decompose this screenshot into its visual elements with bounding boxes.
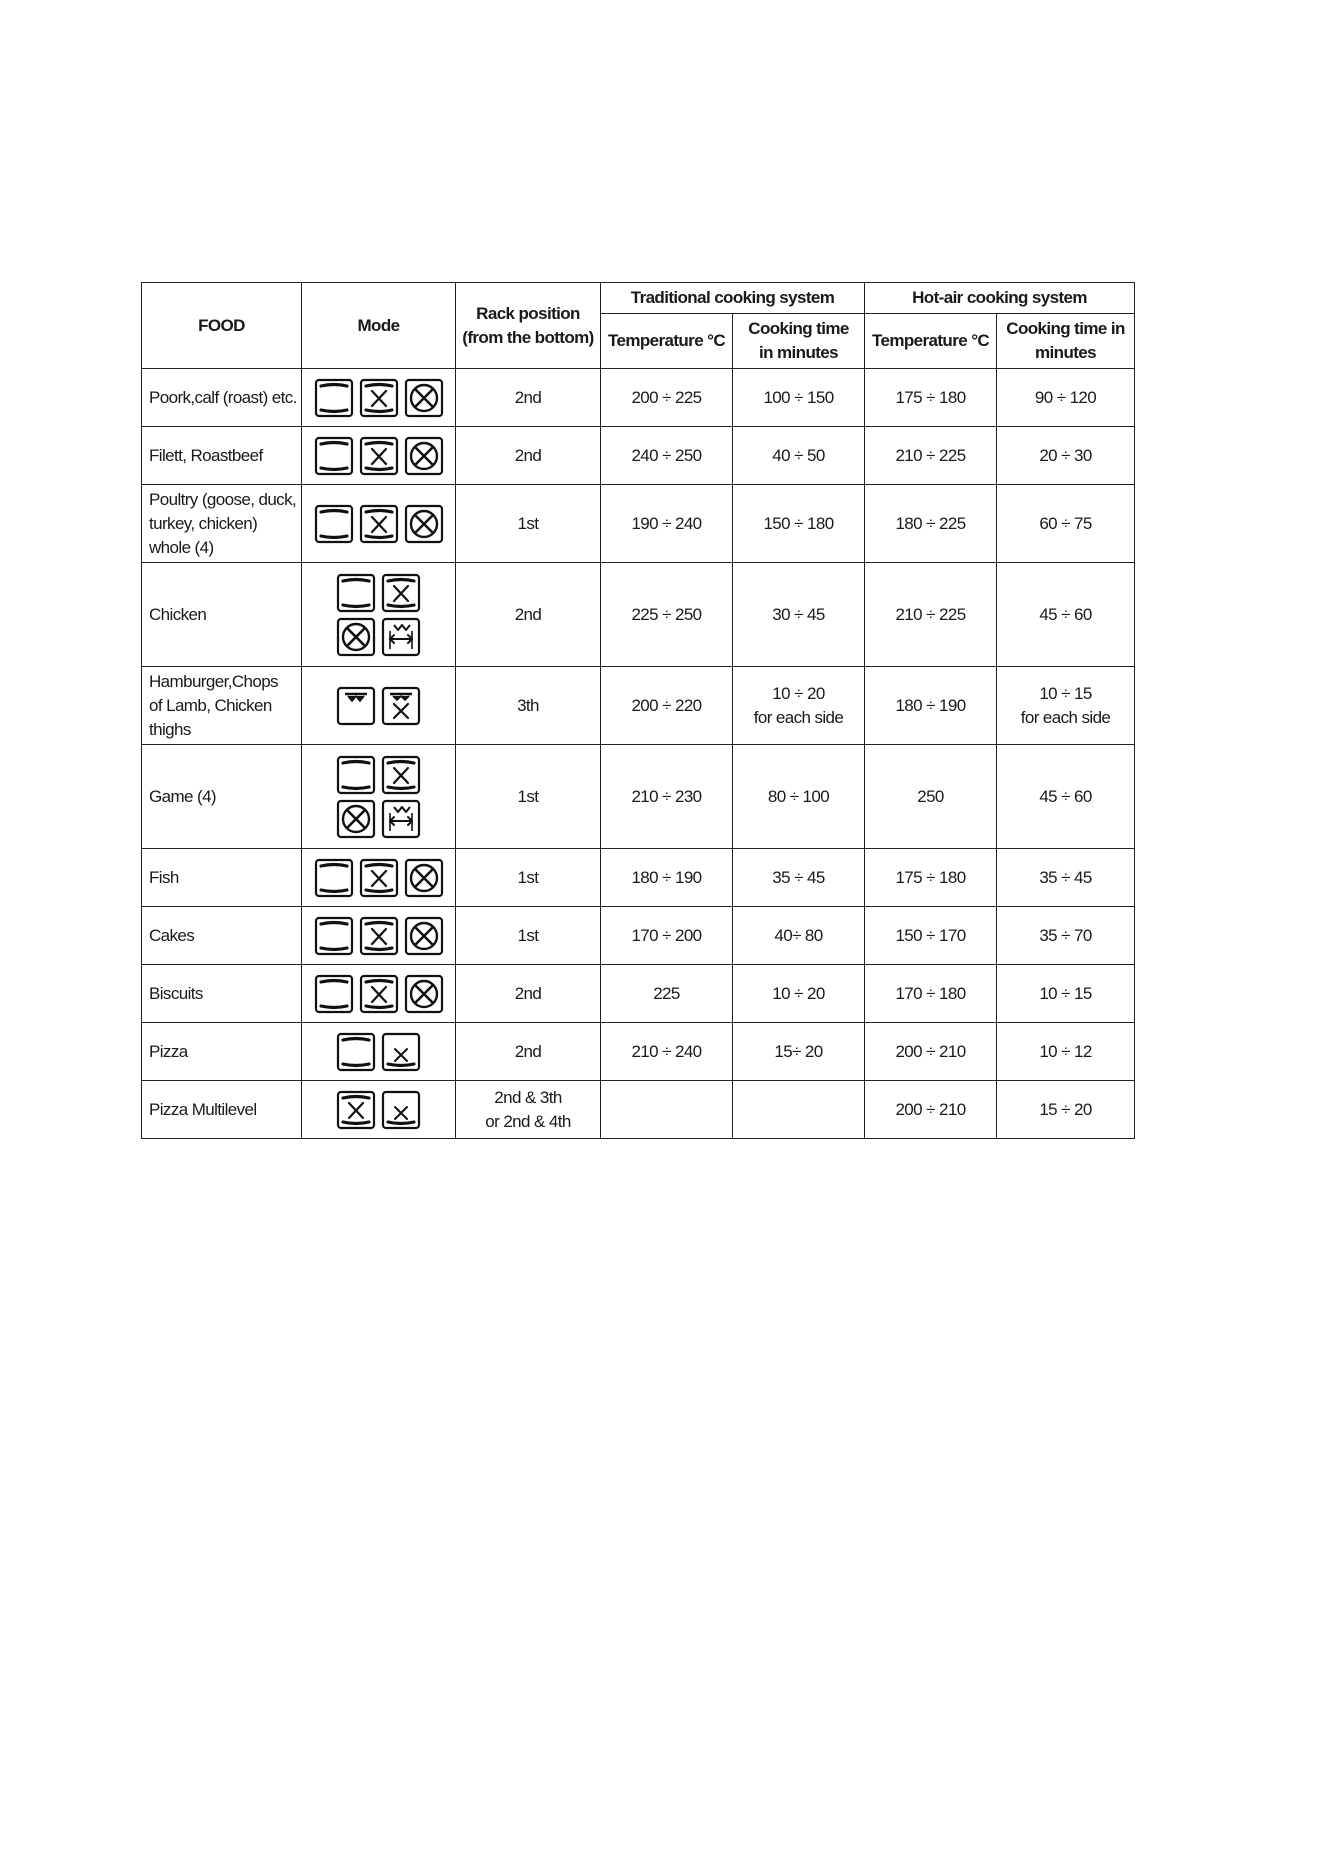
food-cell [142,849,302,907]
hot-air-cooking-time: 60 ÷ 75 [1039,513,1092,533]
hot-air-cooking-time-cell [997,1023,1135,1081]
mode-cell [302,369,456,427]
traditional-cooking-time-cell [733,1023,865,1081]
hot-air-cooking-time: 35 ÷ 70 [1039,925,1092,945]
hot-air-cooking-time: 15 ÷ 20 [1039,1099,1092,1119]
rack-position-cell [456,849,601,907]
table-row [142,907,1135,965]
hot-air-temperature-cell: 210 ÷ 225 [865,427,997,485]
rack-position-cell [456,369,601,427]
traditional-cooking-time-cell [733,369,865,427]
food-cell [142,369,302,427]
mode-icons [302,1028,455,1076]
hot-air-cooking-time-cell [997,427,1135,485]
rack-position-line-2: or 2nd & 4th [485,1111,571,1131]
hot-air-cooking-time: 90 ÷ 120 [1034,387,1097,407]
hot-air-cooking-time-cell [997,745,1135,849]
food-name: Filett, Roastbeef [149,445,263,465]
header-hot-air-temperature: Temperature °C [865,314,997,369]
grill-bottom-heat-icon [359,504,399,544]
hot-air-cooking-time-cell [997,965,1135,1023]
top-bottom-heat-icon [336,755,376,795]
fan-icon [336,617,376,657]
hot-air-temperature-cell: 200 ÷ 210 [865,1023,997,1081]
hot-air-temperature-cell: 180 ÷ 225 [865,485,997,563]
table-row [142,563,1135,667]
traditional-cooking-time: 35 ÷ 45 [772,867,825,887]
hot-air-temperature-cell: 175 ÷ 180 [865,369,997,427]
rack-position: 2nd [514,983,542,1003]
traditional-cooking-time-cell [733,965,865,1023]
header-rack-line2: (from the bottom) [462,327,594,347]
hot-air-cooking-time-cell [997,485,1135,563]
rack-position-cell [456,427,601,485]
top-bottom-heat-icon [336,573,376,613]
table-row [142,1081,1135,1139]
food-name: Poork,calf (roast) etc. [149,387,297,407]
traditional-temperature-cell: 180 ÷ 190 [601,849,733,907]
header-food: FOOD [142,283,302,369]
traditional-cooking-time: 40 ÷ 50 [772,445,825,465]
fan-icon [404,378,444,418]
table-row [142,369,1135,427]
rack-position-cell [456,1081,601,1139]
traditional-cooking-time: 150 ÷ 180 [763,513,834,533]
hot-air-temperature-cell: 180 ÷ 190 [865,667,997,745]
header-hot-air-system: Hot-air cooking system [865,283,1135,314]
fan-icon [404,504,444,544]
mode-icons [333,751,425,843]
food-name: Cakes [149,925,195,945]
hot-air-temperature-cell: 200 ÷ 210 [865,1081,997,1139]
traditional-temperature-cell: 210 ÷ 230 [601,745,733,849]
header-traditional-system: Traditional cooking system [601,283,865,314]
mode-cell [302,485,456,563]
rack-position: 2nd [514,1041,542,1061]
table-body [142,369,1135,1139]
food-cell [142,1023,302,1081]
food-cell [142,427,302,485]
hot-air-cooking-time-cell [997,907,1135,965]
traditional-temperature-cell: 225 ÷ 250 [601,563,733,667]
food-name-line-2: of Lamb, Chicken [149,695,272,715]
rotisserie-icon [381,799,421,839]
header-mode: Mode [302,283,456,369]
mode-icons [302,432,455,480]
mode-icons [302,854,455,902]
food-name-line-1: Poultry (goose, duck, [149,489,297,509]
hot-air-cooking-time: 45 ÷ 60 [1039,786,1092,806]
hot-air-temperature-cell: 150 ÷ 170 [865,907,997,965]
header-traditional-temperature: Temperature °C [601,314,733,369]
cooking-table [141,282,1135,1139]
top-bottom-heat-icon [314,974,354,1014]
fan-icon [404,436,444,476]
rack-position-cell [456,907,601,965]
traditional-temperature-cell: 200 ÷ 220 [601,667,733,745]
rack-position-cell [456,965,601,1023]
table-row [142,667,1135,745]
hot-air-cooking-time-line-2: for each side [1020,707,1111,727]
mode-cell [302,427,456,485]
traditional-cooking-time-line-2: for each side [753,707,844,727]
rotisserie-icon [381,617,421,657]
mode-icons [302,500,455,548]
top-bottom-heat-icon [314,378,354,418]
hot-air-cooking-time: 45 ÷ 60 [1039,604,1092,624]
top-bottom-heat-icon [336,1032,376,1072]
rack-position: 1st [517,867,539,887]
table-row [142,427,1135,485]
hot-air-cooking-time: 20 ÷ 30 [1039,445,1092,465]
grill-bottom-heat-icon [359,378,399,418]
hot-air-cooking-time: 35 ÷ 45 [1039,867,1092,887]
mode-icons [302,1086,455,1134]
food-cell [142,907,302,965]
traditional-cooking-time-cell [733,563,865,667]
food-cell [142,745,302,849]
traditional-cooking-time: 15÷ 20 [774,1041,823,1061]
food-name: Fish [149,867,179,887]
mode-cell [302,1081,456,1139]
food-name-line-1: Hamburger,Chops [149,671,278,691]
traditional-temperature-cell: 210 ÷ 240 [601,1023,733,1081]
traditional-temperature-cell [601,1081,733,1139]
rack-position-cell [456,667,601,745]
grill-bottom-heat-icon [336,1090,376,1130]
header-hot-time-line1: Cooking time in [1006,319,1125,338]
table-row [142,745,1135,849]
top-bottom-heat-icon [314,916,354,956]
header-hot-time-line2: minutes [1035,343,1097,362]
mode-icons [333,569,425,661]
food-name-line-2: turkey, chicken) [149,513,258,533]
mode-icons [302,970,455,1018]
traditional-cooking-time-line-1: 10 ÷ 20 [772,683,825,703]
mode-cell [302,965,456,1023]
top-bottom-heat-icon [314,436,354,476]
hot-air-cooking-time-cell [997,849,1135,907]
grill-bottom-heat-icon [359,974,399,1014]
food-cell [142,667,302,745]
grill-bottom-heat-icon [359,916,399,956]
fan-bottom-heat-icon [381,1090,421,1130]
hot-air-temperature-cell: 170 ÷ 180 [865,965,997,1023]
mode-cell [302,667,456,745]
fan-bottom-heat-icon [381,1032,421,1072]
rack-position: 2nd [514,604,542,624]
rack-position-line-1: 2nd & 3th [494,1087,562,1107]
hot-air-cooking-time-cell [997,667,1135,745]
rack-position: 1st [517,786,539,806]
traditional-cooking-time-cell [733,849,865,907]
hot-air-cooking-time: 10 ÷ 12 [1039,1041,1092,1061]
food-name: Pizza [149,1041,188,1061]
header-traditional-cooking-time [733,314,865,369]
grill-fan-icon [381,686,421,726]
mode-cell [302,1023,456,1081]
hot-air-cooking-time-cell [997,1081,1135,1139]
traditional-cooking-time-cell [733,427,865,485]
traditional-temperature-cell: 170 ÷ 200 [601,907,733,965]
food-cell [142,965,302,1023]
food-name-line-3: whole (4) [149,537,214,557]
header-rack-position [456,283,601,369]
traditional-cooking-time-cell [733,745,865,849]
food-name: Biscuits [149,983,203,1003]
fan-icon [404,858,444,898]
food-cell [142,563,302,667]
traditional-cooking-time: 10 ÷ 20 [772,983,825,1003]
grill-bottom-heat-icon [359,436,399,476]
traditional-cooking-time-cell [733,485,865,563]
mode-icons [302,374,455,422]
hot-air-cooking-time-cell [997,369,1135,427]
mode-icons [302,912,455,960]
traditional-temperature-cell: 200 ÷ 225 [601,369,733,427]
traditional-cooking-time-cell [733,1081,865,1139]
food-cell [142,485,302,563]
traditional-temperature-cell: 240 ÷ 250 [601,427,733,485]
hot-air-temperature-cell: 210 ÷ 225 [865,563,997,667]
food-name-line-3: thighs [149,719,191,739]
header-hot-air-cooking-time [997,314,1135,369]
traditional-cooking-time: 40÷ 80 [774,925,823,945]
rack-position: 2nd [514,387,542,407]
mode-icons [302,682,455,730]
traditional-cooking-time: 100 ÷ 150 [763,387,834,407]
mode-cell [302,849,456,907]
traditional-temperature-cell: 225 [601,965,733,1023]
traditional-cooking-time-cell [733,907,865,965]
hot-air-temperature-cell: 175 ÷ 180 [865,849,997,907]
food-name: Pizza Multilevel [149,1099,257,1119]
traditional-temperature-cell: 190 ÷ 240 [601,485,733,563]
table-row [142,849,1135,907]
grill-bottom-heat-icon [359,858,399,898]
fan-icon [404,974,444,1014]
rack-position-cell [456,485,601,563]
rack-position-cell [456,1023,601,1081]
rack-position-cell [456,563,601,667]
food-name: Game (4) [149,786,216,806]
header-trad-time-line1: Cooking time [748,319,849,338]
mode-cell [302,563,456,667]
rack-position: 1st [517,513,539,533]
rack-position: 1st [517,925,539,945]
table-row [142,485,1135,563]
rack-position: 2nd [514,445,542,465]
food-name: Chicken [149,604,207,624]
table-row [142,1023,1135,1081]
grill-bottom-heat-icon [381,755,421,795]
traditional-cooking-time-cell [733,667,865,745]
rack-position-cell [456,745,601,849]
food-cell [142,1081,302,1139]
grill-icon [336,686,376,726]
top-bottom-heat-icon [314,504,354,544]
table-row [142,965,1135,1023]
hot-air-cooking-time-cell [997,563,1135,667]
mode-cell [302,907,456,965]
mode-cell [302,745,456,849]
rack-position: 3th [517,695,539,715]
top-bottom-heat-icon [314,858,354,898]
grill-bottom-heat-icon [381,573,421,613]
hot-air-temperature-cell: 250 [865,745,997,849]
fan-icon [336,799,376,839]
hot-air-cooking-time-line-1: 10 ÷ 15 [1039,683,1092,703]
header-trad-time-line2: in minutes [759,343,839,362]
header-rack-line1: Rack position [476,303,580,323]
hot-air-cooking-time: 10 ÷ 15 [1039,983,1092,1003]
fan-icon [404,916,444,956]
traditional-cooking-time: 30 ÷ 45 [772,604,825,624]
traditional-cooking-time: 80 ÷ 100 [767,786,830,806]
